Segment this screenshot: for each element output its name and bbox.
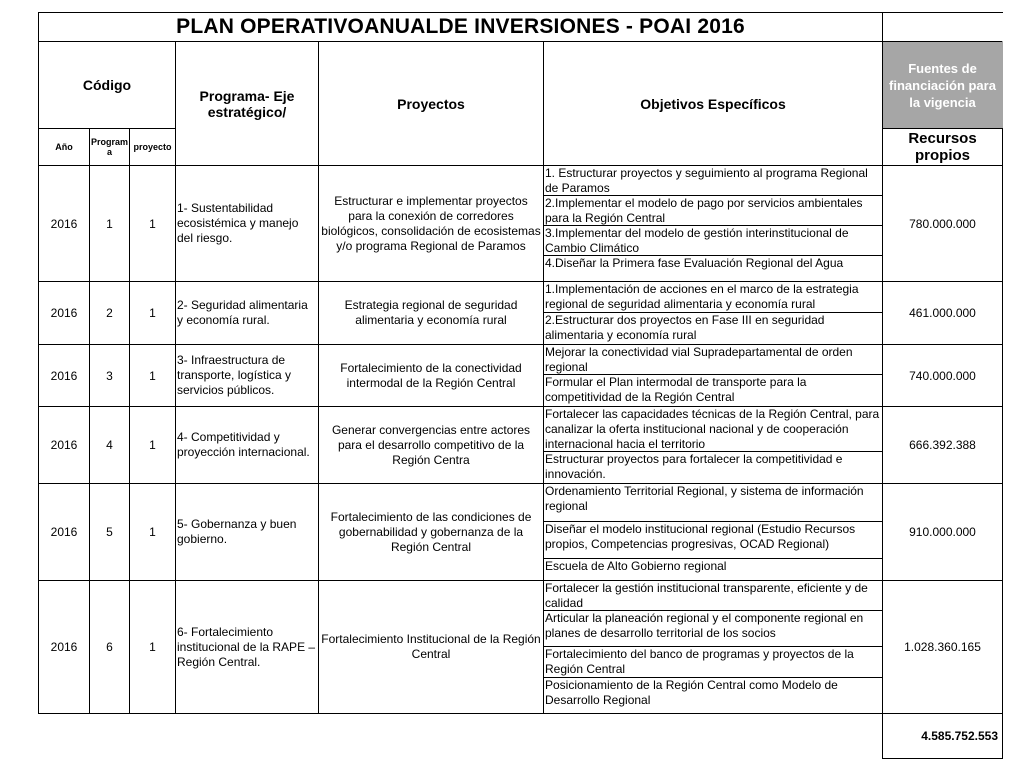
cell-recursos: 910.000.000 (883, 484, 1003, 581)
objetivo-item: Fortalecer la gestión institucional transparente, eficiente y de calidad (544, 581, 882, 611)
cell-proyecto: Estrategia regional de seguridad alimentaria y economía rural (319, 282, 544, 345)
cell-proyecto: Fortalecimiento de la conectividad intermodal de la Región Central (319, 345, 544, 407)
table-row (39, 345, 1003, 407)
objetivo-item: Articular la planeación regional y el componente regional en planes de desarrollo territorial de los socios (544, 611, 882, 647)
cell-programa: 3- Infraestructura de transporte, logística y servicios públicos. (176, 345, 319, 407)
cell-programa-num: 2 (90, 282, 130, 345)
objetivo-item: Mejorar la conectividad vial Supradepartamental de orden regional (544, 345, 882, 375)
objetivo-item: Estructurar proyectos para fortalecer la competitividad e innovación. (545, 452, 843, 481)
cell-ano: 2016 (39, 166, 90, 282)
cell-objetivos (544, 484, 883, 581)
cell-proyecto: Generar convergencias entre actores para el desarrollo competitivo de la Región Centra (319, 407, 544, 484)
cell-objetivos (544, 581, 883, 714)
header-programa-num: Program a (90, 129, 130, 166)
cell-programa: 1- Sustentabilidad ecosistémica y manejo del riesgo. (176, 166, 319, 282)
cell-programa-num: 3 (90, 345, 130, 407)
cell-programa-num: 4 (90, 407, 130, 484)
cell-ano: 2016 (39, 581, 90, 714)
objetivo-item: 4.Diseñar la Primera fase Evaluación Regional del Agua (545, 256, 844, 270)
objetivo-item: Diseñar el modelo institucional regional (Estudio Recursos propios, Competencias progresivas, OCAD Regional) (544, 522, 882, 559)
cell-recursos: 461.000.000 (883, 282, 1003, 345)
cell-recursos: 780.000.000 (883, 166, 1003, 282)
table-row (39, 581, 1003, 714)
cell-proyecto-num: 1 (130, 166, 176, 282)
cell-proyecto: Estructurar e implementar proyectos para la conexión de corredores biológicos, consolidación de ecosistemas y/o programa Regional de Paramos (319, 166, 544, 282)
header-proyecto-num: proyecto (130, 129, 176, 166)
total-spacer (39, 714, 883, 759)
header-codigo: Código (39, 42, 176, 129)
cell-programa-num: 6 (90, 581, 130, 714)
cell-ano: 2016 (39, 484, 90, 581)
header-proyectos: Proyectos (319, 42, 544, 166)
header-fuentes: Fuentes de financiación para la vigencia (883, 42, 1003, 129)
cell-objetivos (544, 282, 883, 345)
cell-recursos: 666.392.388 (883, 407, 1003, 484)
objetivo-item: Escuela de Alto Gobierno regional (545, 559, 727, 573)
cell-ano: 2016 (39, 282, 90, 345)
objetivo-item: 1. Estructurar proyectos y seguimiento al programa Regional de Paramos (544, 166, 882, 196)
total-row (39, 714, 1003, 759)
objetivo-item: 2.Estructurar dos proyectos en Fase III en seguridad alimentaria y economía rural (545, 313, 825, 342)
cell-programa: 5- Gobernanza y buen gobierno. (176, 484, 319, 581)
objetivo-item: 3.Implementar del modelo de gestión interinstitucional de Cambio Climático (544, 226, 882, 256)
cell-proyecto-num: 1 (130, 581, 176, 714)
objetivo-item: Fortalecer las capacidades técnicas de la Región Central, para canalizar la oferta institucional nacional y de cooperación internacional hacia el territorio (544, 407, 882, 452)
cell-proyecto-num: 1 (130, 407, 176, 484)
header-objetivos: Objetivos Específicos (544, 42, 883, 166)
cell-objetivos (544, 345, 883, 407)
cell-proyecto: Fortalecimiento de las condiciones de gobernabilidad y gobernanza de la Región Central (319, 484, 544, 581)
cell-proyecto: Fortalecimiento Institucional de la Región Central (319, 581, 544, 714)
table-row (39, 484, 1003, 581)
page-title: PLAN OPERATIVOANUALDE INVERSIONES - POAI 2016 (39, 13, 883, 42)
cell-programa: 6- Fortalecimiento institucional de la RAPE – Región Central. (176, 581, 319, 714)
header-programa: Programa- Eje estratégico/ (176, 42, 319, 166)
cell-objetivos (544, 166, 883, 282)
objetivo-item: Formular el Plan intermodal de transporte para la competitividad de la Región Central (545, 375, 807, 404)
objetivo-item: Posicionamiento de la Región Central como Modelo de Desarrollo Regional (545, 678, 838, 707)
cell-recursos: 740.000.000 (883, 345, 1003, 407)
cell-ano: 2016 (39, 345, 90, 407)
cell-programa: 4- Competitividad y proyección internacional. (176, 407, 319, 484)
cell-proyecto-num: 1 (130, 345, 176, 407)
header-recursos: Recursos propios (883, 129, 1003, 166)
cell-ano: 2016 (39, 407, 90, 484)
table-row (39, 166, 1003, 282)
cell-programa: 2- Seguridad alimentaria y economía rural. (176, 282, 319, 345)
objetivo-item: 1.Implementación de acciones en el marco de la estrategia regional de seguridad alimentaria y economía rural (544, 282, 882, 313)
objetivo-item: 2.Implementar el modelo de pago por servicios ambientales para la Región Central (544, 196, 882, 226)
cell-programa-num: 1 (90, 166, 130, 282)
title-right-spacer (883, 13, 1003, 42)
objetivo-item: Fortalecimiento del banco de programas y proyectos de la Región Central (544, 647, 882, 678)
objetivo-item: Ordenamiento Territorial Regional, y sistema de información regional (544, 484, 882, 522)
cell-recursos: 1.028.360.165 (883, 581, 1003, 714)
total-value: 4.585.752.553 (883, 714, 1003, 759)
header-ano: Año (39, 129, 90, 166)
cell-objetivos (544, 407, 883, 484)
table-row (39, 282, 1003, 345)
cell-proyecto-num: 1 (130, 282, 176, 345)
poai-table (38, 12, 1003, 759)
poai-sheet (38, 12, 1002, 759)
cell-programa-num: 5 (90, 484, 130, 581)
table-row (39, 407, 1003, 484)
cell-proyecto-num: 1 (130, 484, 176, 581)
